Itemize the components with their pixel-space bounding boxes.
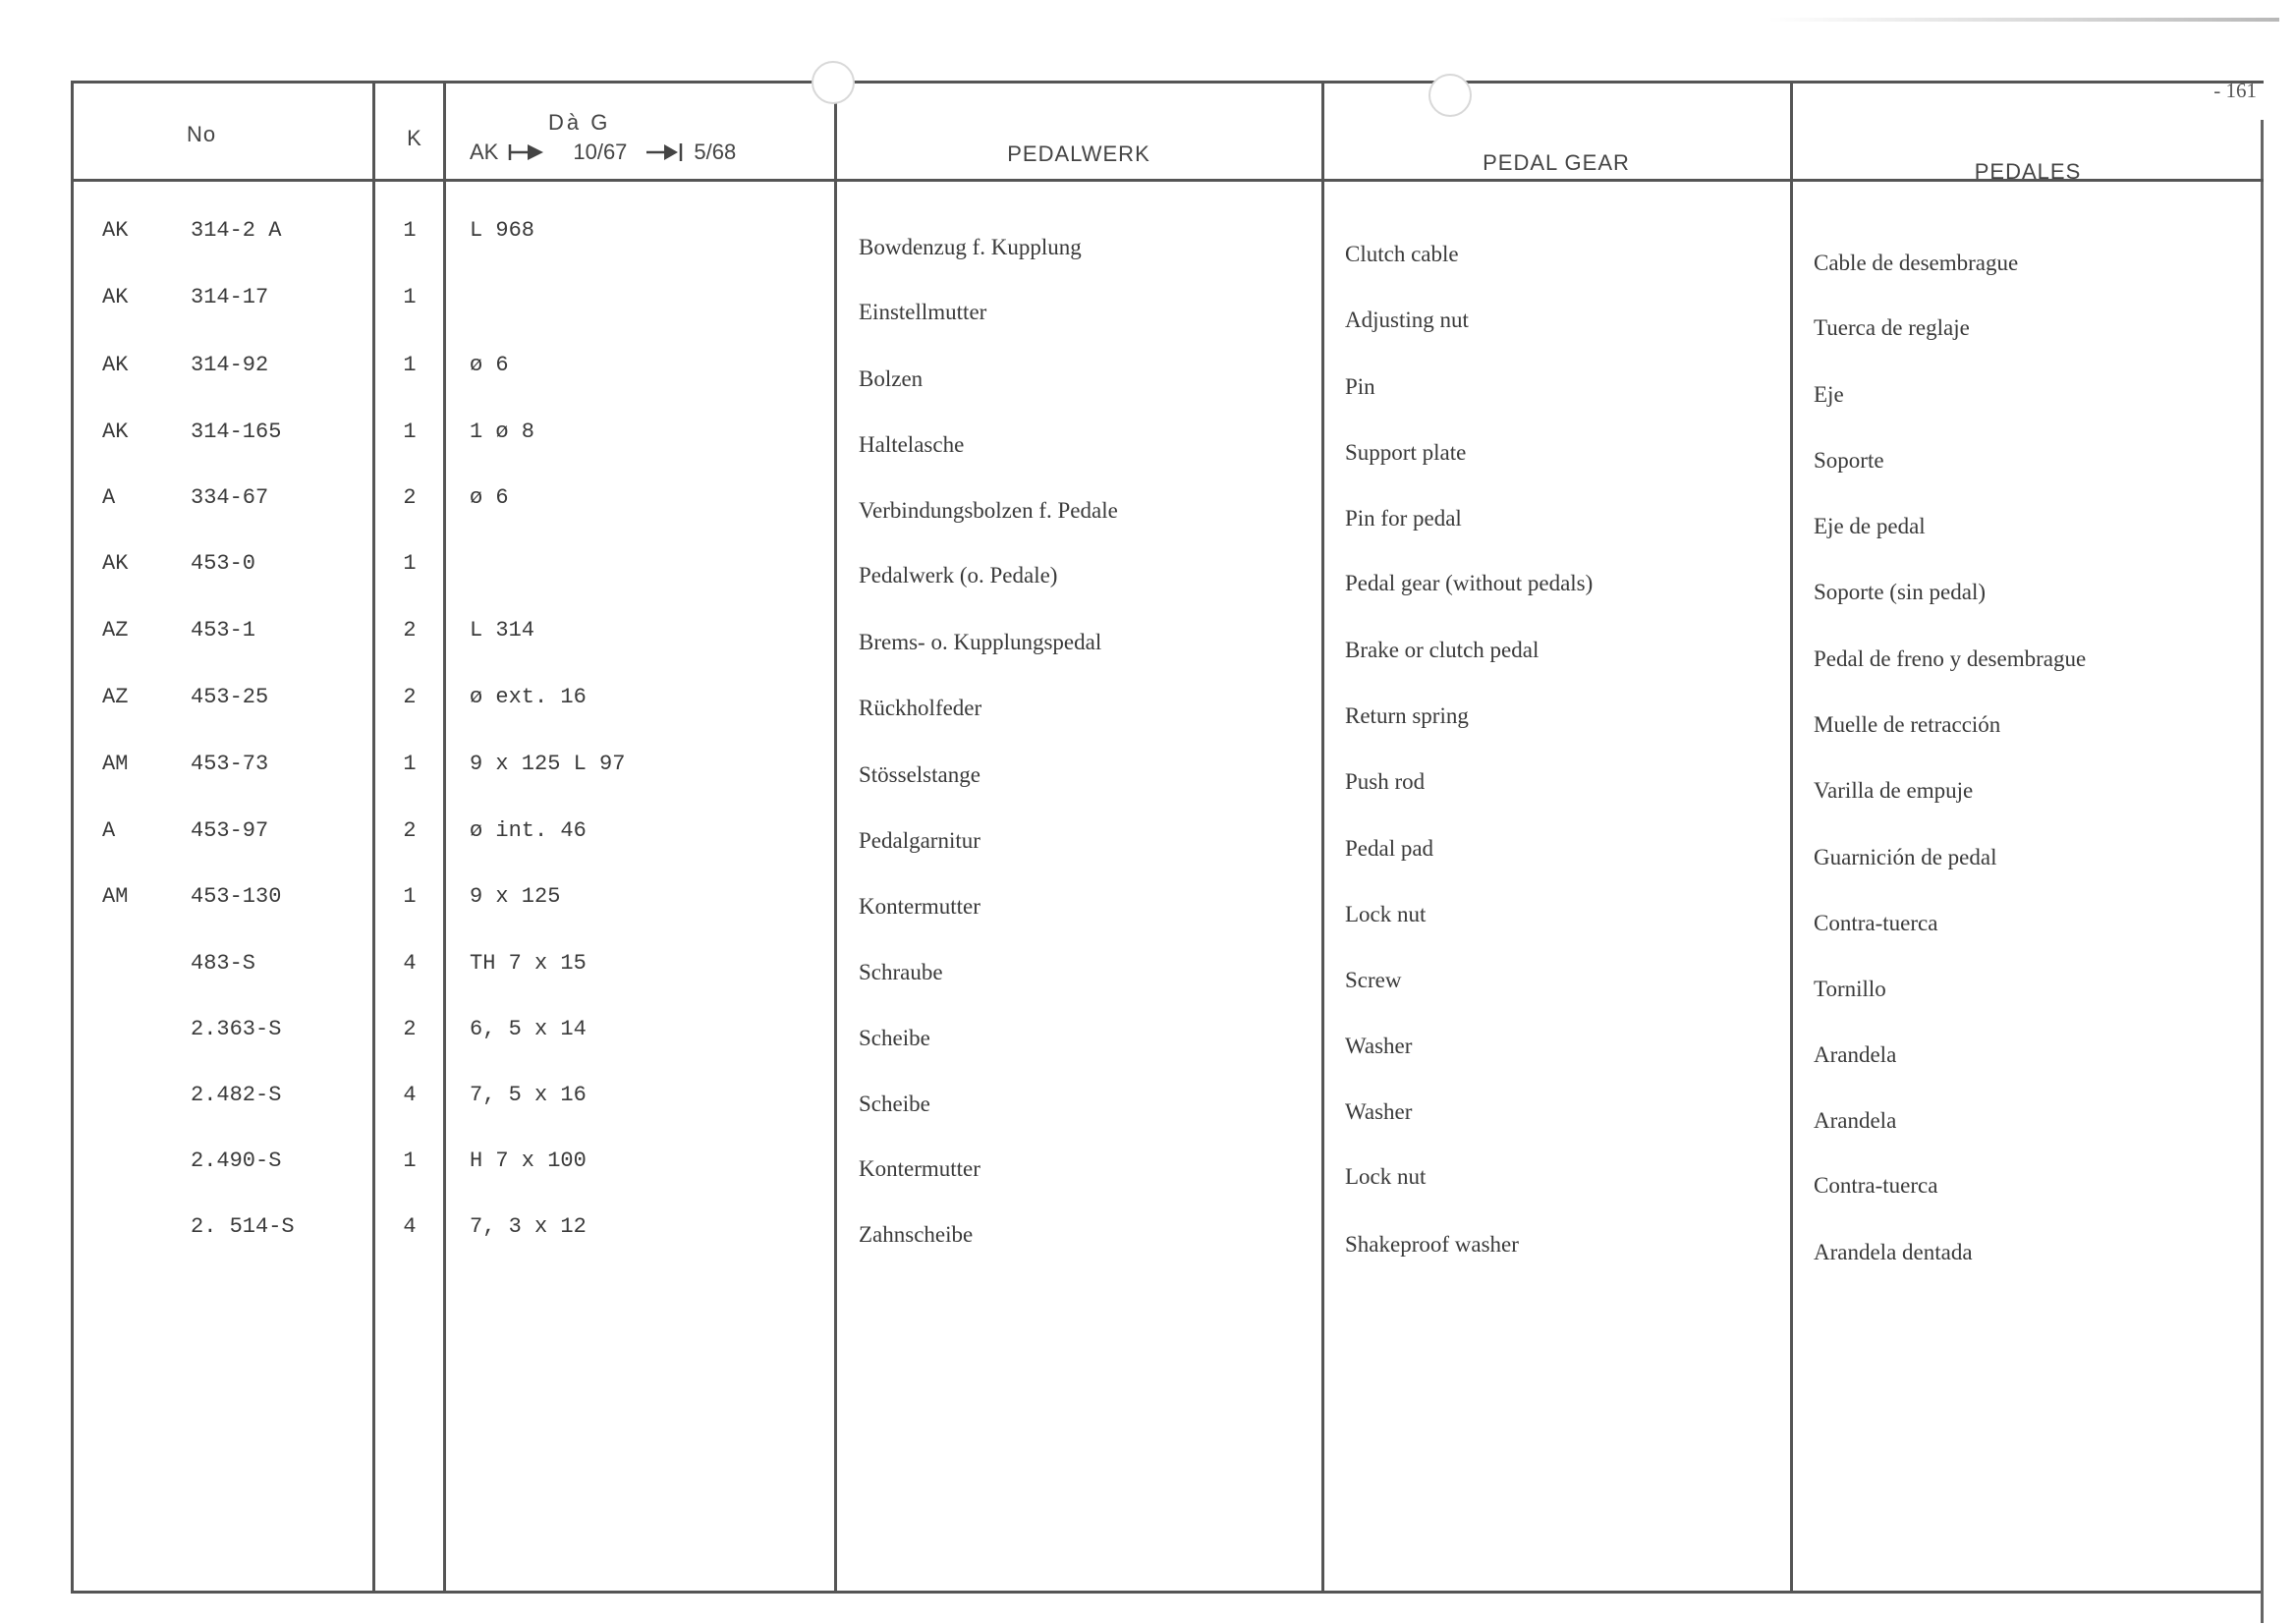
part-number: 453-73: [191, 752, 269, 776]
header-k: K: [407, 126, 422, 150]
part-dimensions: 7, 3 x 12: [470, 1214, 587, 1239]
part-name-english: Brake or clutch pedal: [1345, 638, 1540, 662]
part-name-german: Pedalgarnitur: [859, 828, 980, 853]
part-name-english: Support plate: [1345, 440, 1467, 465]
part-prefix: A: [102, 818, 116, 843]
part-prefix: AK: [102, 420, 129, 444]
part-dimensions: 6, 5 x 14: [470, 1017, 587, 1041]
part-number: 453-130: [191, 884, 282, 909]
part-prefix: AM: [102, 884, 129, 909]
header-no: No: [186, 122, 217, 146]
table-row: [71, 685, 2264, 737]
header-spanish: PEDALES: [1974, 159, 2082, 184]
part-prefix: AM: [102, 752, 129, 776]
part-dimensions: TH 7 x 15: [470, 951, 587, 976]
part-name-spanish: Cable de desembrague: [1814, 251, 2019, 275]
part-name-spanish: Guarnición de pedal: [1814, 845, 1997, 869]
part-number: 314-17: [191, 285, 269, 309]
part-quantity: 1: [403, 551, 417, 576]
part-quantity: 1: [403, 218, 417, 243]
table-row: [71, 353, 2264, 407]
page-number: - 161: [2213, 79, 2257, 102]
part-name-spanish: Arandela: [1814, 1042, 1897, 1067]
table-row: [71, 818, 2264, 869]
header-english: PEDAL GEAR: [1483, 150, 1630, 175]
part-name-english: Return spring: [1345, 703, 1469, 728]
punch-hole-right: [1428, 74, 1472, 117]
part-number: 2. 514-S: [191, 1214, 295, 1239]
part-quantity: 1: [403, 285, 417, 309]
part-number: 314-92: [191, 353, 269, 377]
punch-hole-left: [812, 61, 855, 104]
part-name-german: Kontermutter: [859, 1156, 980, 1181]
part-name-german: Schraube: [859, 960, 943, 984]
part-prefix: AK: [102, 218, 129, 243]
part-number: 453-0: [191, 551, 256, 576]
part-quantity: 1: [403, 1148, 417, 1173]
part-dimensions: ø 6: [470, 485, 509, 510]
part-name-english: Clutch cable: [1345, 242, 1459, 266]
part-name-german: Scheibe: [859, 1092, 930, 1116]
part-number: 314-165: [191, 420, 282, 444]
part-quantity: 2: [403, 618, 417, 643]
part-name-english: Pin for pedal: [1345, 506, 1462, 531]
table-row: [71, 1083, 2264, 1133]
part-name-spanish: Arandela: [1814, 1108, 1897, 1133]
part-quantity: 2: [403, 485, 417, 510]
part-number: 2.363-S: [191, 1017, 282, 1041]
part-dimensions: 7, 5 x 16: [470, 1083, 587, 1107]
part-number: 453-25: [191, 685, 269, 709]
part-number: 314-2 A: [191, 218, 282, 243]
table-row: [71, 618, 2264, 671]
part-name-german: Bowdenzug f. Kupplung: [859, 235, 1082, 259]
part-name-english: Lock nut: [1345, 902, 1427, 926]
part-name-spanish: Varilla de empuje: [1814, 778, 1974, 803]
table-row: [71, 1148, 2264, 1198]
part-dimensions: H 7 x 100: [470, 1148, 587, 1173]
part-name-spanish: Eje: [1814, 382, 1844, 407]
part-name-german: Pedalwerk (o. Pedale): [859, 563, 1058, 588]
part-name-english: Washer: [1345, 1099, 1413, 1124]
part-prefix: AZ: [102, 685, 129, 709]
part-name-german: Rückholfeder: [859, 696, 982, 720]
part-dimensions: ø int. 46: [470, 818, 587, 843]
part-dimensions: ø ext. 16: [470, 685, 587, 709]
part-name-spanish: Eje de pedal: [1814, 514, 1926, 538]
dag-label: Dà G: [548, 110, 611, 135]
part-name-spanish: Muelle de retracción: [1814, 712, 2001, 737]
part-prefix: A: [102, 485, 116, 510]
dag-from-date: 10/67: [573, 140, 628, 164]
part-number: 483-S: [191, 951, 256, 976]
part-name-english: Screw: [1345, 968, 1402, 992]
scan-edge-stripe: [1768, 18, 2279, 22]
part-dimensions: 9 x 125: [470, 884, 561, 909]
table-row: [71, 285, 2264, 340]
part-name-spanish: Tuerca de reglaje: [1814, 315, 1970, 340]
part-name-english: Push rod: [1345, 769, 1426, 794]
part-name-english: Lock nut: [1345, 1164, 1427, 1189]
part-name-spanish: Contra-tuerca: [1814, 1173, 1938, 1198]
table-row: [71, 1214, 2264, 1264]
part-number: 453-1: [191, 618, 256, 643]
part-quantity: 1: [403, 353, 417, 377]
from-arrow-icon: [508, 140, 547, 164]
part-name-german: Einstellmutter: [859, 300, 987, 324]
part-number: 2.490-S: [191, 1148, 282, 1173]
table-row: [71, 1017, 2264, 1067]
part-prefix: AK: [102, 353, 129, 377]
part-quantity: 4: [403, 1083, 417, 1107]
to-arrow-icon: [644, 140, 684, 164]
part-name-english: Shakeproof washer: [1345, 1232, 1519, 1257]
part-quantity: 2: [403, 685, 417, 709]
part-quantity: 2: [403, 1017, 417, 1041]
table-row: [71, 884, 2264, 935]
part-quantity: 1: [403, 884, 417, 909]
part-quantity: 1: [403, 752, 417, 776]
part-name-german: Verbindungsbolzen f. Pedale: [859, 498, 1118, 523]
dag-to-date: 5/68: [694, 140, 737, 164]
part-dimensions: L 314: [470, 618, 535, 643]
part-name-spanish: Tornillo: [1814, 977, 1886, 1001]
part-name-german: Zahnscheibe: [859, 1222, 974, 1247]
part-dimensions: ø 6: [470, 353, 509, 377]
part-name-english: Pin: [1345, 374, 1375, 399]
part-name-german: Bolzen: [859, 366, 924, 391]
part-name-spanish: Soporte (sin pedal): [1814, 580, 1987, 604]
table-row: [71, 551, 2264, 604]
part-dimensions: 9 x 125 L 97: [470, 752, 626, 776]
table-row: [71, 752, 2264, 803]
part-prefix: AK: [102, 551, 129, 576]
part-number: 2.482-S: [191, 1083, 282, 1107]
table-row: [71, 218, 2264, 275]
part-name-spanish: Arandela dentada: [1814, 1240, 1973, 1264]
part-name-german: Kontermutter: [859, 894, 980, 919]
part-number: 334-67: [191, 485, 269, 510]
dag-model: AK: [470, 140, 499, 164]
part-name-english: Pedal pad: [1345, 836, 1434, 861]
part-name-german: Haltelasche: [859, 432, 965, 457]
part-quantity: 2: [403, 818, 417, 843]
part-quantity: 4: [403, 1214, 417, 1239]
part-dimensions: 1 ø 8: [470, 420, 535, 444]
part-number: 453-97: [191, 818, 269, 843]
part-name-german: Scheibe: [859, 1026, 930, 1050]
part-name-german: Stösselstange: [859, 762, 980, 787]
part-prefix: AK: [102, 285, 129, 309]
part-name-spanish: Contra-tuerca: [1814, 911, 1938, 935]
part-name-english: Pedal gear (without pedals): [1345, 571, 1594, 595]
part-dimensions: L 968: [470, 218, 535, 243]
part-name-english: Washer: [1345, 1034, 1413, 1058]
part-name-german: Brems- o. Kupplungspedal: [859, 630, 1102, 654]
part-name-english: Adjusting nut: [1345, 308, 1469, 332]
part-prefix: AZ: [102, 618, 129, 643]
part-name-spanish: Soporte: [1814, 448, 1884, 473]
table-row: [71, 420, 2264, 473]
table-right-border: [2261, 120, 2264, 1623]
part-quantity: 4: [403, 951, 417, 976]
part-name-spanish: Pedal de freno y desembrague: [1814, 646, 2087, 671]
table-row: [71, 951, 2264, 1001]
table-row: [71, 485, 2264, 538]
header-german: PEDALWERK: [1007, 141, 1150, 166]
dag-range: [470, 140, 736, 165]
part-quantity: 1: [403, 420, 417, 444]
